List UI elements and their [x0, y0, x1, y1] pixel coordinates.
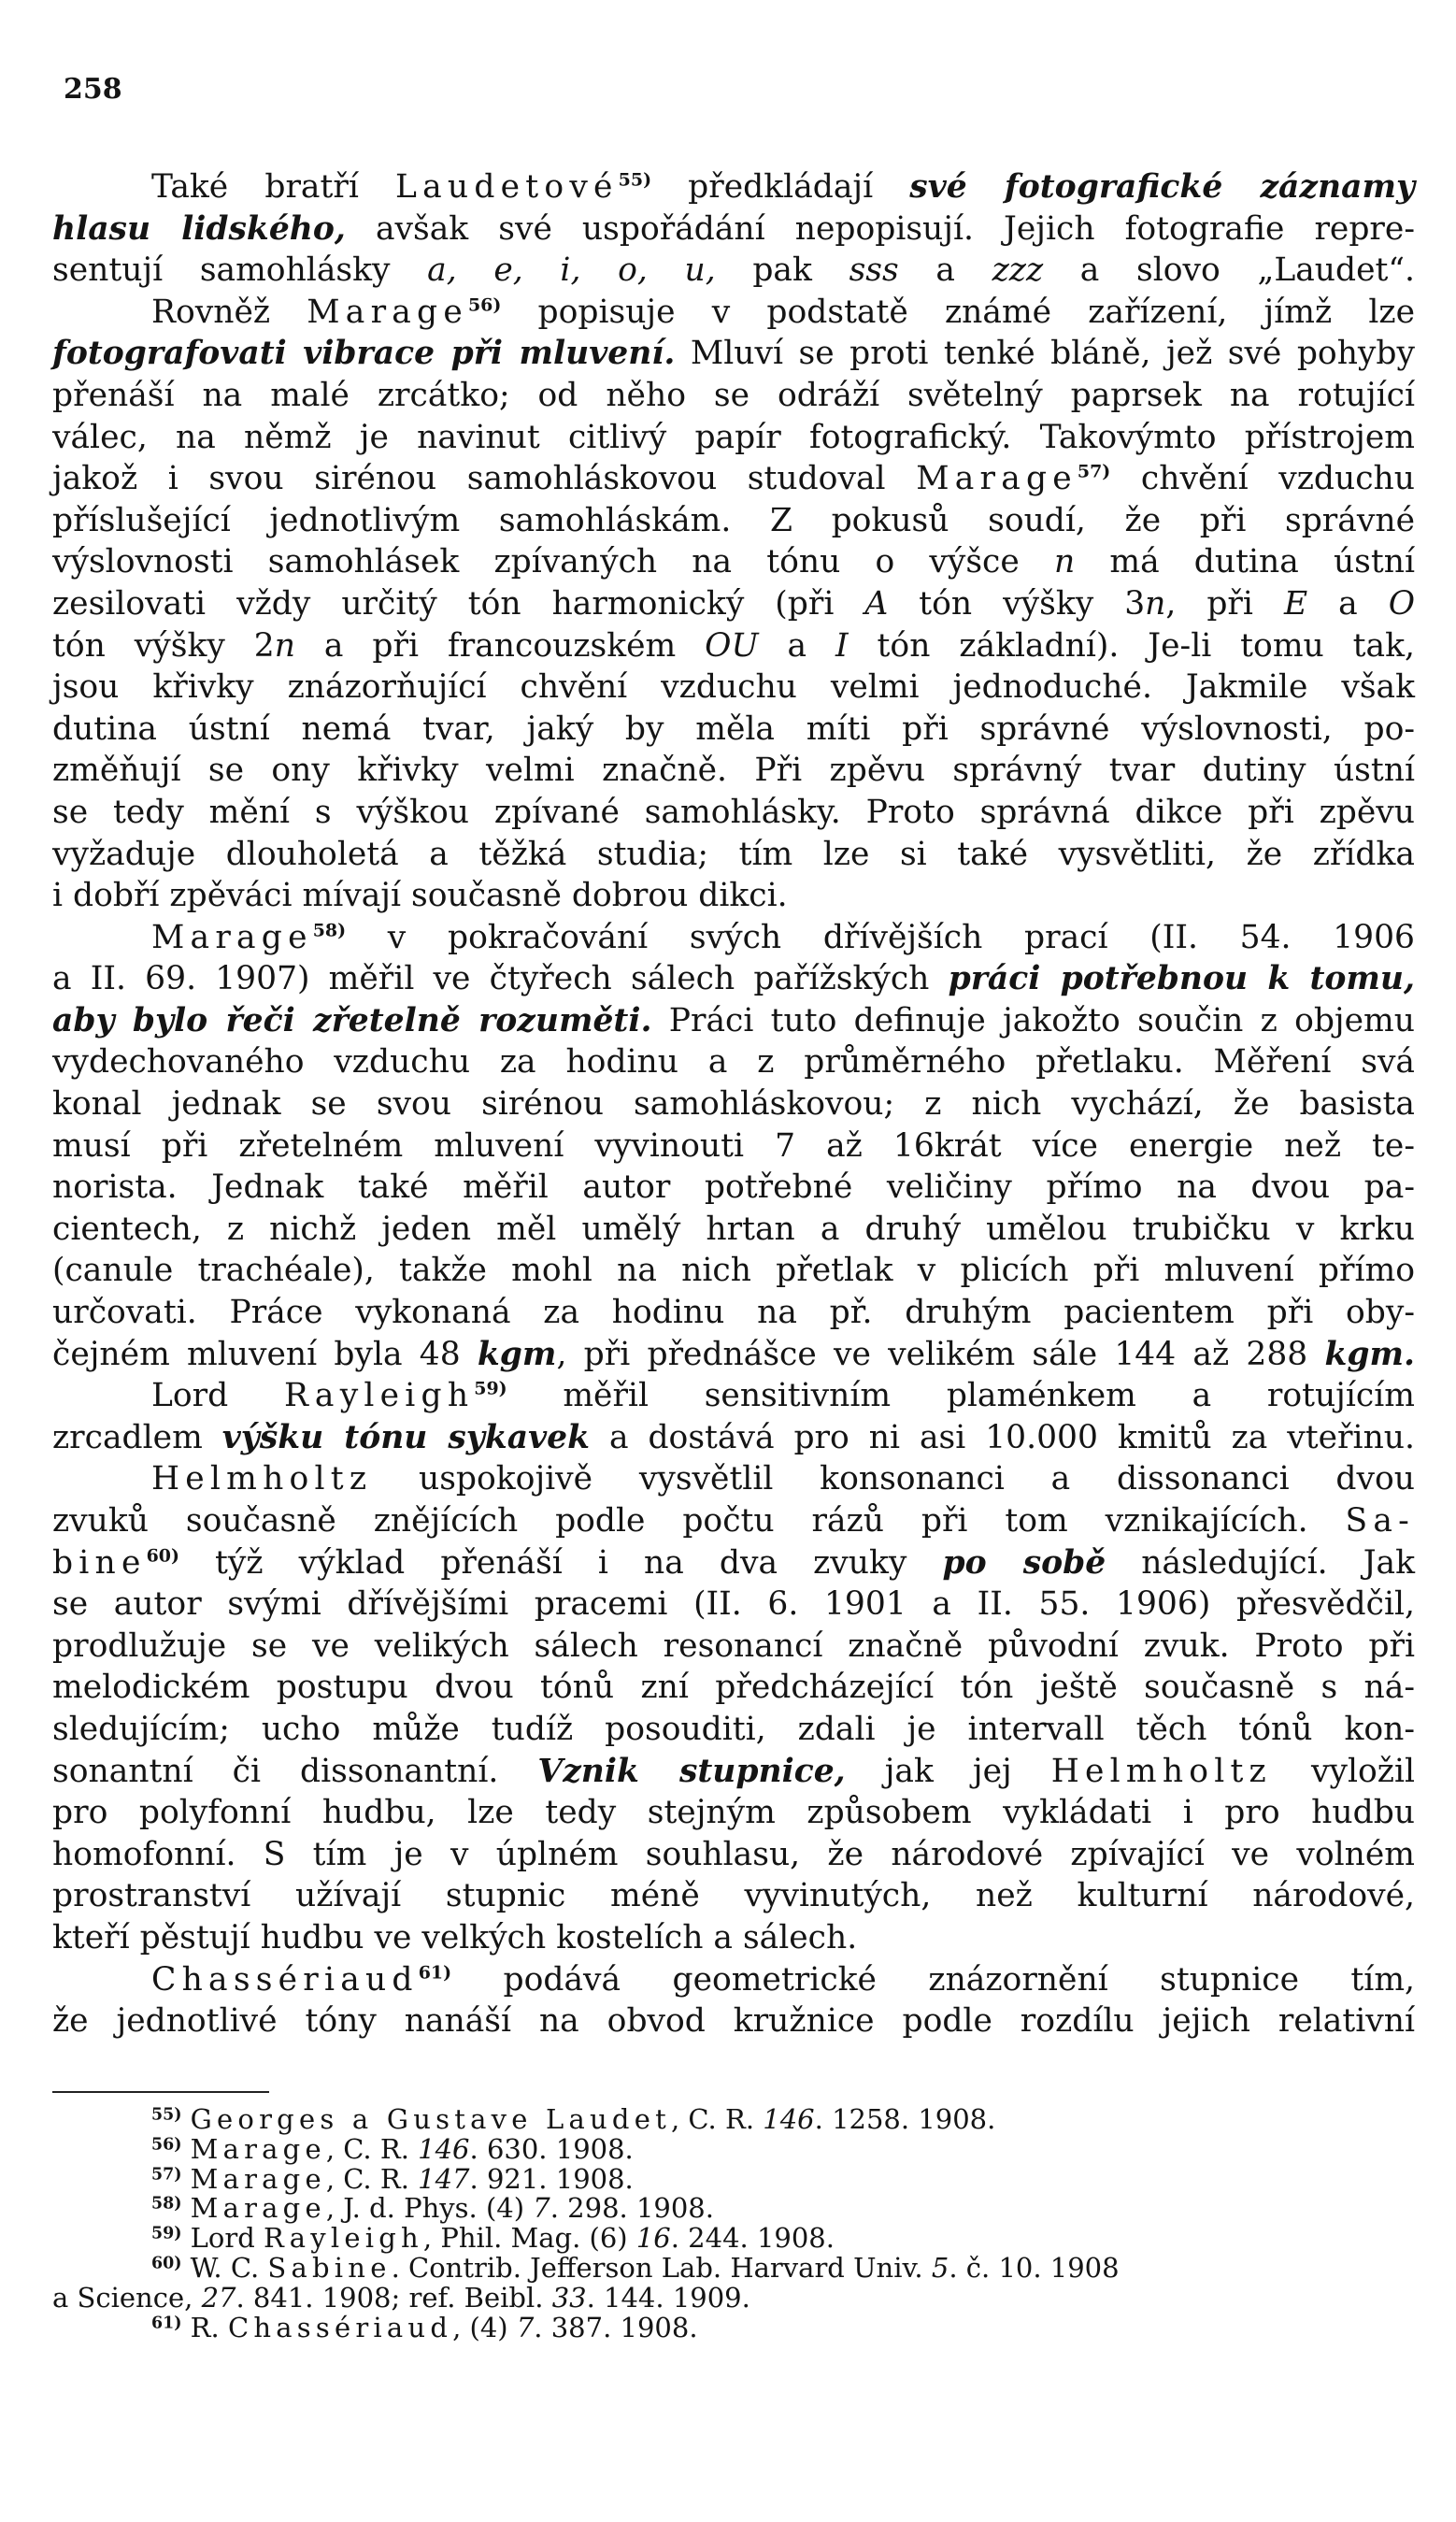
text-run: podává geometrické znázornění stupnice tím,: [451, 1960, 1415, 1999]
text-run: Marage: [190, 2162, 326, 2195]
text-run: a: [1307, 584, 1389, 623]
text-run: Rayleigh: [283, 1377, 475, 1415]
footnote-ref: 60): [151, 2254, 182, 2273]
text-line: [52, 500, 1415, 542]
text-run: zrcadlem: [52, 1418, 222, 1456]
text-run: Helmholtz: [151, 1460, 373, 1498]
text-run: po sobě: [942, 1543, 1106, 1582]
text-run: Marage: [307, 293, 468, 331]
text-run: , C. R.: [670, 2103, 764, 2135]
text-run: 27: [201, 2281, 236, 2314]
text-line: [52, 541, 1415, 583]
text-run: válec, na němž je navinut citlivý papír fotografický. Takovýmto přístrojem: [52, 418, 1415, 456]
footnote-ref: 61): [151, 2314, 182, 2333]
text-line: [52, 958, 1415, 1000]
text-run: Laudetové: [395, 168, 619, 206]
text-line: [52, 1375, 1415, 1417]
text-line: [52, 1125, 1415, 1168]
text-run: následující. Jak: [1106, 1543, 1415, 1582]
footnote: [52, 2132, 1415, 2165]
text-run: [181, 2192, 190, 2224]
text-run: . č. 10. 1908: [949, 2251, 1120, 2284]
text-run: prostranství užívají stupnic méně vyvinutých, než kulturní národové,: [52, 1877, 1415, 1915]
text-run: Marage: [190, 2132, 326, 2165]
text-run: tón základní). Je-li tomu tak,: [848, 626, 1415, 665]
text-run: , J. d. Phys. (4): [325, 2192, 534, 2225]
text-run: kgm.: [1324, 1335, 1416, 1373]
text-run: jak jej: [845, 1752, 1051, 1790]
text-run: . 841. 1908; ref. Beibl.: [236, 2281, 552, 2314]
text-run: , při: [1165, 584, 1284, 623]
text-run: pak: [715, 251, 849, 290]
text-run: popisuje v podstatě známé zařízení, jímž lze: [501, 293, 1415, 331]
text-line: [52, 1542, 1415, 1584]
text-line: [52, 1792, 1415, 1834]
text-run: musí při zřetelném mluvení vyvinouti 7 až 16krát více energie než te-: [52, 1126, 1415, 1165]
text-line: [52, 166, 1415, 208]
text-run: I: [835, 626, 849, 665]
text-run: R.: [181, 2311, 228, 2343]
text-run: čejném mluvení byla 48: [52, 1335, 478, 1373]
footnote-ref: 57): [151, 2165, 182, 2185]
footnote-ref: 58): [151, 2194, 182, 2214]
text-run: . 298. 1908.: [550, 2192, 714, 2225]
text-run: zzz: [992, 251, 1044, 290]
text-run: melodickém postupu dvou tónů zní předcházející tón ještě současně s ná-: [52, 1669, 1415, 1707]
text-line: [52, 1167, 1415, 1209]
text-line: [52, 1041, 1415, 1083]
footnote-ref: 56): [151, 2135, 182, 2155]
text-run: 147: [418, 2162, 470, 2195]
text-line: [52, 1917, 1415, 1959]
text-run: Rayleigh: [264, 2222, 423, 2255]
text-run: vyložil: [1271, 1752, 1416, 1790]
text-run: zesilovati vždy určitý tón harmonický (při: [52, 584, 865, 623]
text-line: [52, 1626, 1415, 1668]
text-run: se tedy mění s výškou zpívané samohlásky. Proto správná dikce při zpěvu: [52, 793, 1415, 831]
text-run: . 630. 1908.: [469, 2132, 634, 2165]
text-line: [52, 208, 1415, 251]
text-run: a II. 69. 1907) měřil ve čtyřech sálech pařížských: [52, 960, 949, 998]
text-line: [52, 834, 1415, 876]
text-run: [181, 2163, 190, 2195]
text-run: své fotografické záznamy: [909, 168, 1415, 206]
text-run: práci potřebnou k tomu,: [948, 960, 1416, 998]
text-run: 7: [516, 2311, 535, 2343]
text-run: . 1258. 1908.: [814, 2103, 996, 2135]
text-run: vyžaduje dlouholetá a těžká studia; tím lze si také vysvětliti, že zřídka: [52, 835, 1415, 873]
text-run: 5: [931, 2251, 949, 2284]
text-run: . 387. 1908.: [534, 2311, 698, 2343]
text-run: (canule trachéale), takže mohl na nich přetlak v plicích při mluvení přímo: [52, 1252, 1415, 1290]
text-run: hlasu lidského,: [52, 209, 346, 248]
text-line: [52, 292, 1415, 334]
text-run: se autor svými dřívějšími pracemi (II. 6. 1901 a II. 55. 1906) přesvědčil,: [52, 1585, 1415, 1624]
text-run: výslovnosti samohlásek zpívaných na tónu o výšce: [52, 543, 1054, 581]
footnotes: [52, 2105, 1415, 2343]
text-run: [181, 2133, 190, 2165]
text-run: aby bylo řeči zřetelně rozuměti.: [52, 1001, 652, 1039]
text-line: [52, 1000, 1415, 1042]
text-run: uspokojivě vysvětlil konsonanci a dissonanci dvou: [372, 1460, 1415, 1498]
text-run: W. C.: [181, 2251, 268, 2284]
text-line: [52, 917, 1415, 959]
text-line: [52, 1334, 1415, 1376]
text-run: a: [898, 251, 992, 290]
text-line: [52, 250, 1415, 292]
text-run: cientech, z nichž jeden měl umělý hrtan a druhý umělou trubičku v krku: [52, 1210, 1415, 1248]
footnote-ref: 59): [151, 2224, 182, 2243]
text-run: , C. R.: [325, 2132, 419, 2165]
text-run: a slovo „Laudet“.: [1043, 251, 1415, 290]
footnote-ref: 59): [474, 1378, 507, 1399]
footnote-ref: 60): [146, 1545, 179, 1567]
text-run: sonantní či dissonantní.: [52, 1752, 538, 1790]
text-run: Georges a Gustave Laudet: [190, 2103, 671, 2135]
text-run: v pokračování svých dřívějších prací (II. 54. 1906: [346, 918, 1415, 956]
text-run: Lord: [181, 2222, 264, 2255]
text-line: [52, 792, 1415, 834]
text-run: tón výšky 3: [888, 584, 1146, 623]
text-line: [52, 1875, 1415, 1917]
text-run: výšku tónu sykavek: [221, 1418, 590, 1456]
footnote-ref: 61): [418, 1962, 452, 1984]
text-line: [52, 1500, 1415, 1542]
footnote: [52, 2311, 1415, 2343]
text-run: příslušející jednotlivým samohláskám. Z pokusů soudí, že při správné: [52, 501, 1415, 539]
text-run: , při přednášce ve velikém sále 144 až 288: [556, 1335, 1325, 1373]
text-line: [52, 666, 1415, 709]
text-run: . 921. 1908.: [469, 2162, 634, 2195]
footnote-ref: 56): [467, 294, 502, 316]
text-run: , (4): [452, 2311, 517, 2343]
text-run: Vznik stupnice,: [537, 1752, 846, 1790]
footnote-ref: 57): [1077, 461, 1111, 482]
footnote: [52, 2251, 1415, 2284]
text-run: pro polyfonní hudbu, lze tedy stejným způsobem vykládati i pro hudbu: [52, 1794, 1415, 1832]
text-run: . Contrib. Jefferson Lab. Harvard Univ.: [391, 2251, 932, 2284]
page-number: 258: [64, 73, 122, 106]
text-line: [52, 625, 1415, 667]
footnote: [52, 2105, 1415, 2135]
text-line: [52, 583, 1415, 625]
text-run: Sabine: [267, 2251, 392, 2284]
text-run: Také bratří: [151, 168, 396, 206]
text-line: [52, 417, 1415, 459]
text-line: [52, 1667, 1415, 1709]
text-run: Mluví se proti tenké bláně, jež své pohyby: [675, 335, 1415, 373]
text-line: [52, 875, 1415, 917]
text-run: tón výšky 2: [52, 626, 275, 665]
text-run: chvění vzduchu: [1110, 460, 1415, 498]
text-line: [52, 750, 1415, 792]
footnote: [52, 2194, 1415, 2224]
text-run: A: [864, 584, 889, 623]
text-line: [52, 1292, 1415, 1334]
footnote: [52, 2224, 1415, 2254]
text-run: zvuků současně znějících podle počtu rázů při tom vznikajících.: [52, 1502, 1346, 1540]
footnote-ref: 58): [312, 920, 347, 941]
text-run: 33: [551, 2281, 587, 2314]
text-line: [52, 1959, 1415, 2001]
footnote: [52, 2162, 1415, 2195]
text-line: [52, 375, 1415, 417]
text-line: [52, 1083, 1415, 1125]
text-run: a dostává pro ni asi 10.000 kmitů za vteřinu.: [590, 1418, 1415, 1456]
text-run: měřil sensitivním plaménkem a rotujícím: [507, 1377, 1415, 1415]
text-run: , Phil. Mag. (6): [422, 2222, 636, 2255]
text-run: sss: [849, 251, 899, 290]
text-run: 16: [635, 2222, 671, 2255]
text-run: homofonní. S tím je v úplném souhlasu, že národové zpívající ve volném: [52, 1835, 1415, 1873]
text-run: i dobří zpěváci mívají současně dobrou dikci.: [52, 877, 788, 915]
text-line: [52, 1834, 1415, 1876]
text-run: a: [758, 626, 835, 665]
text-run: a při francouzském: [294, 626, 706, 665]
footnote-ref: 55): [151, 2105, 182, 2125]
text-line: [52, 458, 1415, 500]
text-run: n: [274, 626, 295, 665]
text-run: že jednotlivé tóny nanáší na obvod kružnice podle rozdílu jejich relativní: [52, 2002, 1415, 2041]
text-run: jsou křivky znázorňující chvění vzduchu velmi jednoduché. Jakmile však: [52, 668, 1415, 707]
text-run: 146: [763, 2103, 815, 2135]
text-run: Chassériaud: [151, 1960, 419, 1999]
text-run: přenáší na malé zrcátko; od něho se odráží světelný paprsek na rotující: [52, 376, 1415, 414]
text-run: . 144. 1909.: [586, 2281, 750, 2314]
text-run: norista. Jednak také měřil autor potřebné veličiny přímo na dvou pa-: [52, 1168, 1415, 1207]
text-run: Marage: [151, 918, 313, 956]
text-line: [52, 333, 1415, 375]
text-run: O: [1388, 584, 1415, 623]
text-line: [52, 1583, 1415, 1626]
text-run: změňují se ony křivky velmi značně. Při zpěvu správný tvar dutiny ústní: [52, 752, 1415, 790]
text-run: n: [1145, 584, 1166, 623]
text-run: 7: [533, 2192, 550, 2225]
text-run: Práci tuto definuje jakožto součin z objemu: [651, 1001, 1415, 1039]
text-run: určovati. Práce vykonaná za hodinu na př. druhým pacientem při oby-: [52, 1294, 1415, 1332]
text-run: Marage: [916, 460, 1078, 498]
text-run: fotografovati vibrace při mluvení.: [52, 335, 676, 373]
text-run: Marage: [190, 2192, 326, 2225]
text-line: [52, 709, 1415, 751]
text-run: avšak své uspořádání nepopisují. Jejich fotografie repre-: [345, 209, 1415, 248]
footnote-continuation: [52, 2281, 1415, 2314]
text-run: kgm: [477, 1335, 557, 1373]
text-run: prodlužuje se ve velikých sálech resonancí značně původní zvuk. Proto při: [52, 1626, 1415, 1665]
text-run: n: [1053, 543, 1076, 581]
text-line: [52, 1458, 1415, 1500]
text-line: [52, 1417, 1415, 1459]
text-run: konal jednak se svou sirénou samohláskovou; z nich vychází, že basista: [52, 1085, 1415, 1124]
text-run: dutina ústní nemá tvar, jaký by měla míti při správné výslovnosti, po-: [52, 709, 1415, 748]
text-run: kteří pěstují hudbu ve velkých kostelích a sálech.: [52, 1918, 858, 1956]
text-run: sentují samohlásky: [52, 251, 428, 290]
text-run: Chassériaud: [227, 2311, 453, 2343]
text-run: Lord: [151, 1377, 284, 1415]
text-run: vydechovaného vzduchu za hodinu a z průměrného přetlaku. Měření svá: [52, 1043, 1415, 1082]
text-run: a Science,: [52, 2281, 202, 2314]
body-text: [52, 166, 1415, 2042]
footnote-divider: [52, 2091, 269, 2093]
text-run: . 244. 1908.: [670, 2222, 835, 2255]
text-run: a, e, i, o, u,: [427, 251, 716, 290]
text-run: sledujícím; ucho může tudíž posouditi, zdali je intervall těch tónů kon-: [52, 1710, 1415, 1748]
text-run: [181, 2103, 190, 2135]
text-line: [52, 1209, 1415, 1251]
text-run: E: [1283, 584, 1308, 623]
footnote-ref: 55): [618, 169, 652, 191]
text-run: Rovněž: [151, 293, 307, 331]
text-run: OU: [705, 626, 759, 665]
text-run: Sa-: [1345, 1502, 1415, 1540]
text-run: jakož i svou sirénou samohláskovou studoval: [52, 460, 917, 498]
text-run: 146: [418, 2132, 470, 2165]
text-line: [52, 1709, 1415, 1751]
text-line: [52, 1751, 1415, 1793]
text-run: týž výklad přenáší i na dva zvuky: [178, 1543, 943, 1582]
text-line: [52, 1250, 1415, 1292]
text-run: bine: [52, 1543, 147, 1582]
text-run: , C. R.: [325, 2162, 419, 2195]
text-line: [52, 2000, 1415, 2042]
text-run: má dutina ústní: [1075, 543, 1415, 581]
text-run: předkládají: [651, 168, 910, 206]
text-run: Helmholtz: [1050, 1752, 1272, 1790]
